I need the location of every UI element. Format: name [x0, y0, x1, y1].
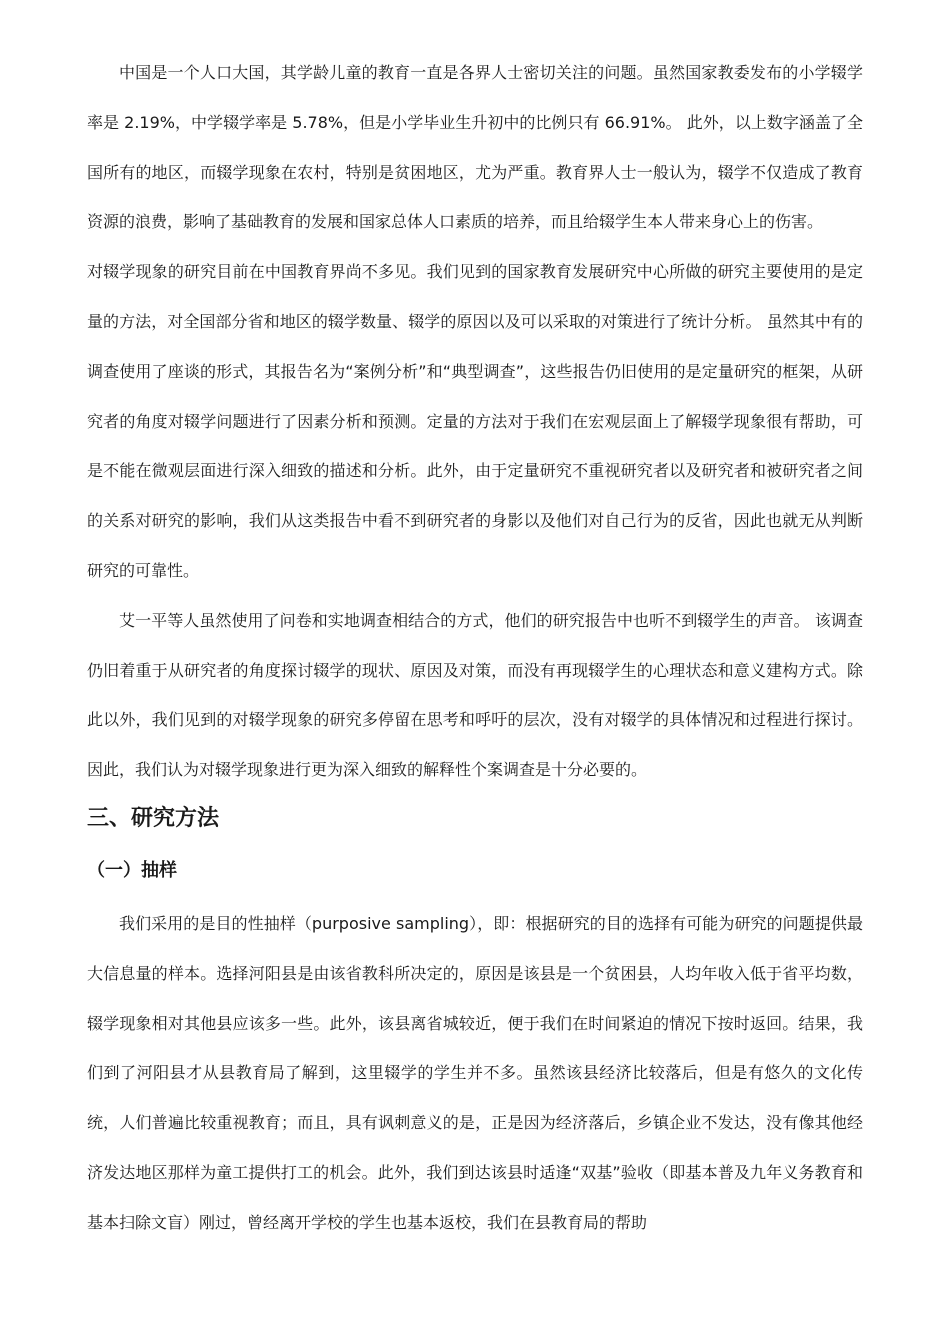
paragraph-sampling: 我们采用的是目的性抽样（purposive sampling），即：根据研究的目的选择有可能为研究的问题提供最大信息量的样本。选择河阳县是由该省教科所决定的，原因是该县是一个贫困县，人均年收入低于省平均数，辍学现象相对其他县应该多一些。此外，该县离省城较近，便于我们在时间紧迫的情况下按时返回。结果，我们到了河阳县才从县教育局了解到，这里辍学的学生并不多。虽然该县经济比较落后，但是有悠久的文化传统，人们普遍比较重视教育；而且，具有讽刺意义的是，正是因为经济落后，乡镇企业不发达，没有像其他经济发达地区那样为童工提供打工的机会。此外，我们到达该县时适逢“双基”验收（即基本普及九年义务教育和基本扫除文盲）刚过，曾经离开学校的学生也基本返校，我们在县教育局的帮助: [87, 913, 863, 1232]
subsection-heading-sampling: （一）抽样: [87, 859, 177, 881]
document-body: [87, 48, 863, 1248]
paragraph-dropout-background: 中国是一个人口大国，其学龄儿童的教育一直是各界人士密切关注的问题。虽然国家教委发布的小学辍学率是 2.19%，中学辍学率是 5.78%，但是小学毕业生升初中的比例只有 66.91%。 此外，以上数字涵盖了全国所有的地区，而辍学现象在农村，特别是贫困地区，尤为严重。教育界人士一般认为，辍学不仅造成了教育资源的浪费，影响了基础教育的发展和国家总体人口素质的培养，而且给辍学生本人带来身心上的伤害。: [87, 63, 863, 232]
paragraph-existing-research: 对辍学现象的研究目前在中国教育界尚不多见。我们见到的国家教育发展研究中心所做的研究主要使用的是定量的方法，对全国部分省和地区的辍学数量、辍学的原因以及可以采取的对策进行了统计分析。 虽然其中有的调查使用了座谈的形式，其报告名为“案例分析”和“典型调查”，这些报告仍旧使用的是定量研究的框架，从研究者的角度对辍学问题进行了因素分析和预测。定量的方法对于我们在宏观层面上了解辍学现象很有帮助，可是不能在微观层面进行深入细致的描述和分析。此外，由于定量研究不重视研究者以及研究者和被研究者之间的关系对研究的影响，我们从这类报告中看不到研究者的身影以及他们对自己行为的反省，因此也就无从判断研究的可靠性。: [87, 262, 863, 580]
paragraph-research-gap: 艾一平等人虽然使用了问卷和实地调查相结合的方式，他们的研究报告中也听不到辍学生的声音。 该调查仍旧着重于从研究者的角度探讨辍学的现状、原因及对策，而没有再现辍学生的心理状态和意义建构方式。除此以外，我们见到的对辍学现象的研究多停留在思考和呼吁的层次，没有对辍学的具体情况和过程进行探讨。 因此，我们认为对辍学现象进行更为深入细致的解释性个案调查是十分必要的。: [87, 610, 863, 780]
section-heading-methods: 三、研究方法: [87, 805, 220, 831]
